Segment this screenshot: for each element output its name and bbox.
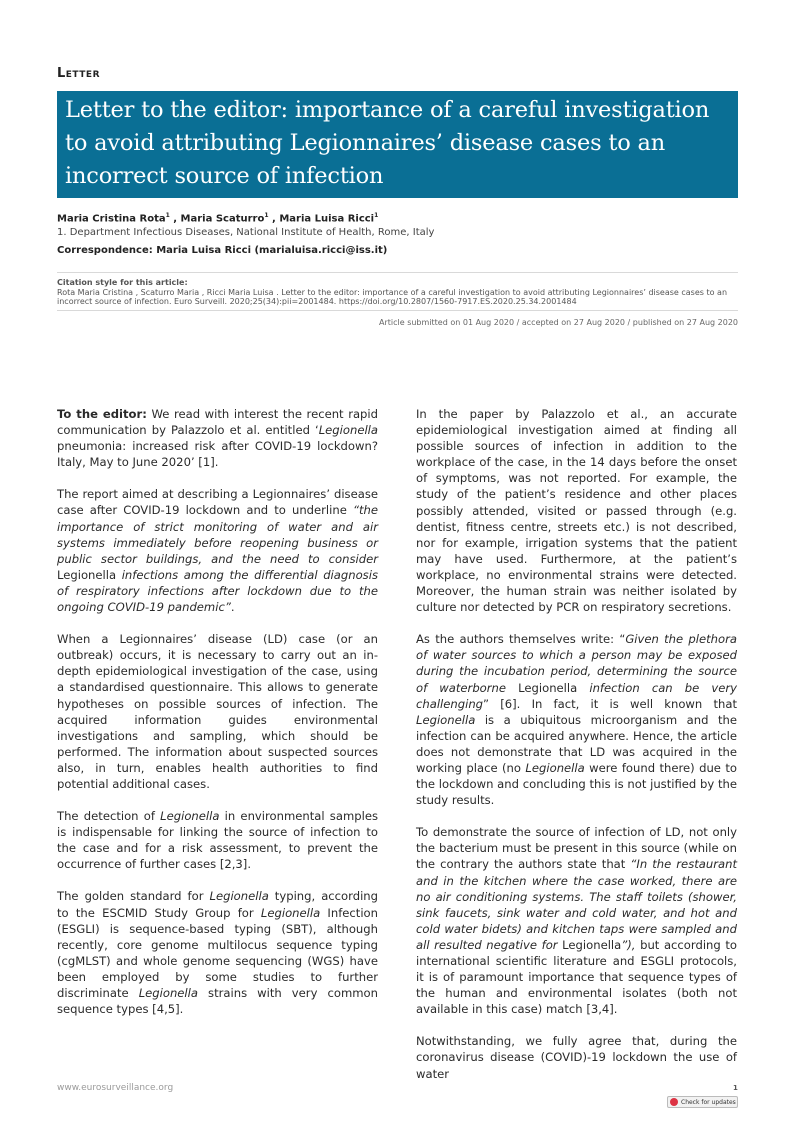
author-ricci: Maria Luisa Ricci [279,213,375,225]
paragraph: Notwithstanding, we fully agree that, during the coronavirus disease (COVID)-19 lockdown the use of water [416,1034,737,1081]
paragraph: The detection of Legionella in environmental samples is indispensable for linking the source of infection to the case and for a risk assessment, to prevent the occurrence of further cases [2,3]. [57,809,379,872]
article-title: Letter to the editor: importance of a careful investigation to avoid attributing Legionnaires’ disease cases to an incorrect source of infection [65,97,710,189]
title-banner [57,91,738,198]
divider [57,272,738,273]
author-names: Maria Cristina Rota$^1$ , Maria Scaturro$^1$ , Maria Luisa Ricci$^1$ [57,212,379,225]
body-column-left [57,406,378,1033]
paragraph: The golden standard for Legionella typing, according to the ESCMID Study Group for Legionella Infection (ESGLI) is sequence-based typing (SBT), although recently, core genome multilocus sequence typing (cgMLST) and whole genome sequencing (WGS) have been employed by some studies to further discriminate Legionella strains with very common sequence types [4,5]. [57,889,378,1017]
paragraph: To the editor: We read with interest the recent rapid communication by Palazzolo et al. entitled ‘Legionella pneumonia: increased risk after COVID-19 lockdown? Italy, May to June 2020’ [1]. [57,407,378,470]
footer-url[interactable]: www.eurosurveillance.org [57,1083,174,1093]
paragraph: In the paper by Palazzolo et al., an accurate epidemiological investigation aimed at finding all possible sources of infection in addition to the workplace of the case, in the 14 days before the onset of symptoms, was not reported. For example, the study of the patient’s residence and other places possibly attended, visited or passed through (e.g. dentist, fitness centre, streets etc.) is not described, nor for example, irrigation systems that the patient may have used. Furthermore, at the patient’s workplace, no environmental strains were detected. Moreover, the human strain was neither isolated by culture nor detected by PCR on respiratory secretions. [416,407,737,615]
affiliation: 1. Department Infectious Diseases, National Institute of Health, Rome, Italy [57,227,435,239]
section-label: Letter [57,66,100,81]
paragraph: When a Legionnaires’ disease (LD) case (or an outbreak) occurs, it is necessary to carry out an in-depth epidemiological investigation of the case, using a standardised questionnaire. This allows to generate hypotheses on possible sources of infection. The acquired information guides environmental investigations and sampling, which should be performed. The information about suspected sources also, in turn, enables health authorities to find potential additional cases. [57,632,378,791]
check-for-updates-button[interactable] [667,1096,738,1108]
author-scaturro: Maria Scaturro [180,213,265,225]
paragraph: The report aimed at describing a Legionnaires’ disease case after COVID-19 lockdown and to underline “the importance of strict monitoring of water and air systems immediately before reopening business or public sector buildings, and the need to consider Legionella infections among the differential diagnosis of respiratory infections after lockdown due to the ongoing COVID-19 pandemic”. [57,487,378,615]
citation-label: Citation style for this article: [57,278,188,287]
author-rota: Maria Cristina Rota [57,213,166,225]
paragraph: To demonstrate the source of infection of LD, not only the bacterium must be present in this source (while on the contrary the authors state that “In the restaurant and in the kitchen where the case worked, there are no air conditioning systems. The staff toilets (shower, sink faucets, sink water and cold water, and hot and cold water bidets) and kitchen taps were sampled and all resulted negative for Legionella”), but according to international scientific literature and ESGLI protocols, it is of paramount importance that sequence types of the human and environmental isolates (both not available in this case) match [3,4]. [416,825,737,1017]
citation-text[interactable]: Rota Maria Cristina , Scaturro Maria , Ricci Maria Luisa . Letter to the editor: importance of a careful investigation to avoid attributing Legionnaires’ disease cases to an incorrect source of infection. Euro Surveill. 2020;25(34):pii=2001484. https://doi.org/10.2807/1560-7917.ES.2020.25.34.2001484 [57,287,728,307]
check-for-updates-label: Check for updates [681,1098,736,1106]
author-block [57,209,434,258]
citation-block [57,278,738,307]
correspondence[interactable]: Correspondence: Maria Luisa Ricci (marialuisa.ricci@iss.it) [57,245,388,257]
crossmark-icon [670,1098,678,1106]
paragraph: As the authors themselves write: “Given the plethora of water sources to which a person may be exposed during the incubation period, determining the source of waterborne Legionella infection can be very challenging” [6]. In fact, it is well known that Legionella is a ubiquitous microorganism and the infection can be acquired anywhere. Hence, the article does not demonstrate that LD was acquired in the working place (no Legionella were found there) due to the lockdown and concluding this is not justified by the study results. [416,632,738,808]
body-column-right [416,406,737,1098]
article-dates: Article submitted on 01 Aug 2020 / accepted on 27 Aug 2020 / published on 27 Aug 2020 [378,318,738,327]
page-number: 1 [733,1084,738,1092]
divider [57,310,738,311]
